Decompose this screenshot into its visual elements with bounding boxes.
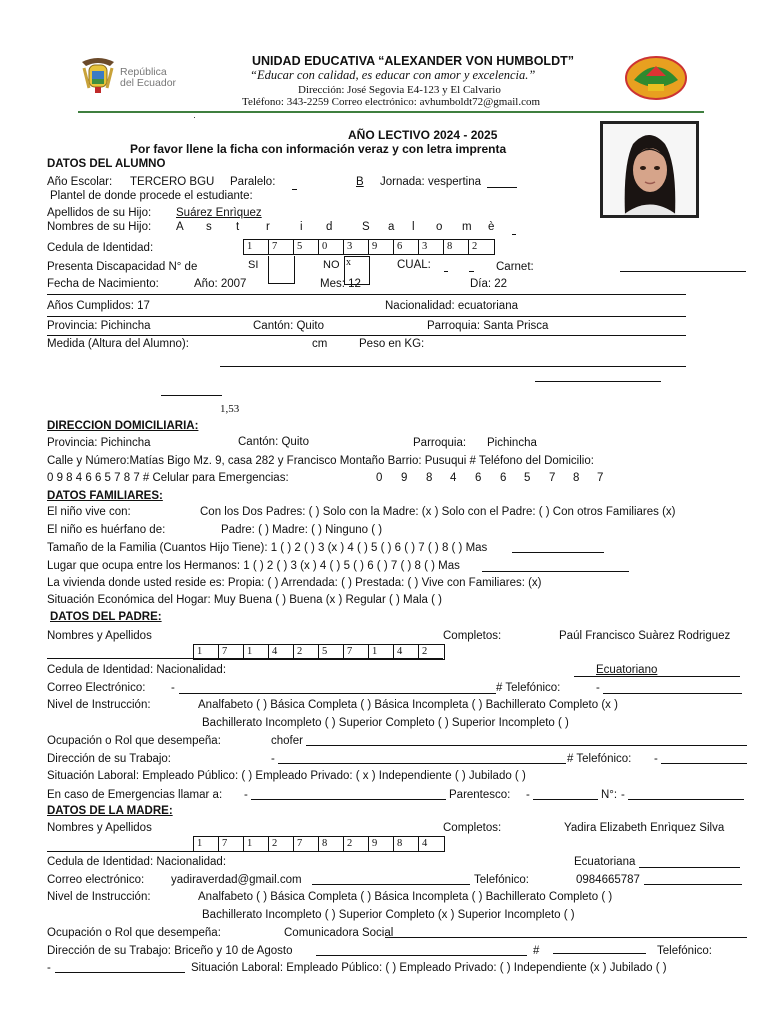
- mes-nacimiento: Mes: 12: [320, 278, 361, 290]
- padre-cedula-label: Cedula de Identidad: Nacionalidad:: [47, 664, 227, 676]
- nombre-letter: A: [176, 221, 184, 233]
- student-portrait-image: [603, 124, 696, 215]
- nombre-letter: o: [436, 221, 443, 233]
- carnet-label: Carnet:: [496, 261, 534, 273]
- school-name: UNIDAD EDUCATIVA “ALEXANDER VON HUMBOLDT”: [252, 54, 574, 68]
- padre-telefonico-label: # Telefónico:: [496, 682, 561, 694]
- school-address: Dirección: José Segovia E4-123 y El Calvario: [298, 84, 501, 96]
- nombre-letter: m: [462, 221, 472, 233]
- canton-domicilio: Cantón: Quito: [238, 436, 309, 448]
- madre-cedula-digit: 2: [269, 837, 294, 851]
- altura-value: 1,53: [220, 403, 240, 415]
- padre-numero-line[interactable]: [628, 799, 744, 800]
- padre-ocupacion-value: chofer: [271, 735, 303, 747]
- provincia-rule: [47, 335, 686, 336]
- madre-ocupacion-value: Comunicadora Social: [284, 927, 394, 939]
- cedula-digit: 0: [319, 240, 344, 254]
- celular-digit: 5: [524, 472, 531, 484]
- madre-trabajo-line[interactable]: [316, 955, 527, 956]
- cedula-digit: 8: [444, 240, 469, 254]
- padre-parentesco-line[interactable]: [533, 799, 598, 800]
- madre-ocupacion-label: Ocupación o Rol que desempeña:: [47, 927, 221, 939]
- madre-correo-label: Correo electrónico:: [47, 874, 145, 886]
- lugar-mas-line[interactable]: [482, 571, 629, 572]
- jornada-field: Jornada: vespertina: [380, 176, 482, 188]
- padre-cedula-digit: 4: [394, 645, 419, 659]
- padre-nombres-label: Nombres y Apellidos: [47, 630, 152, 642]
- padre-trabajo-telefonico: # Telefónico:: [567, 753, 632, 765]
- apellidos-label: Apellidos de su Hijo:: [47, 207, 152, 219]
- madre-cedula-digit: 1: [194, 837, 219, 851]
- celular-digit: 8: [573, 472, 580, 484]
- padre-nombre-value: Paúl Francisco Suàrez Rodriguez: [559, 630, 731, 642]
- cm-label: cm: [312, 338, 328, 350]
- madre-trabajo-telefonico: Telefónico:: [657, 945, 712, 957]
- cual-label: CUAL:: [397, 259, 431, 271]
- padre-cedula-boxes[interactable]: [193, 644, 445, 660]
- anios-cumplidos: Años Cumplidos: 17: [47, 300, 150, 312]
- padre-parentesco-dash: -: [526, 789, 530, 801]
- cedula-boxes[interactable]: [243, 239, 495, 255]
- padre-correo-label: Correo Electrónico:: [47, 682, 146, 694]
- fecha-rule: [47, 294, 686, 295]
- medida-label: Medida (Altura del Alumno):: [47, 338, 189, 350]
- school-logo-icon: [624, 54, 688, 100]
- madre-cedula-digit: 1: [244, 837, 269, 851]
- padre-telefono-line[interactable]: [603, 693, 742, 694]
- padre-cedula-digit: 7: [344, 645, 369, 659]
- padre-trabajo-line[interactable]: [278, 763, 566, 764]
- madre-telefono-value: 0984665787: [576, 874, 640, 886]
- padre-numero-dash: -: [621, 789, 625, 801]
- peso-line[interactable]: [535, 381, 661, 382]
- padre-cedula-digit: 1: [369, 645, 394, 659]
- padre-trabajo-dash: -: [271, 753, 275, 765]
- tamano-familia: Tamaño de la Familia (Cuantos Hijo Tiene): 1 ( ) 2 ( ) 3 (x ) 4 ( ) 5 ( ) 6 ( ) 7 ( ) 8 ( ) Mas: [47, 542, 488, 554]
- nombre-letter: d: [326, 221, 333, 233]
- discapacidad-si: SI: [248, 259, 259, 271]
- section-madre-heading: DATOS DE LA MADRE:: [47, 805, 173, 817]
- padre-trabajo-label: Dirección de su Trabajo:: [47, 753, 172, 765]
- republic-line2: del Ecuador: [120, 77, 177, 89]
- madre-cedula-digit: 7: [294, 837, 319, 851]
- madre-nivel-line2: Bachillerato Incompleto ( ) Superior Completo (x ) Superior Incompleto ( ): [202, 909, 575, 921]
- padre-correo-dash: -: [171, 682, 175, 694]
- madre-situacion-line[interactable]: [55, 972, 185, 973]
- provincia-alumno: Provincia: Pichincha: [47, 320, 151, 332]
- nacionalidad-rule: [47, 316, 686, 317]
- parroquia-domicilio-value: Pichincha: [487, 437, 537, 449]
- padre-emergencia-line[interactable]: [251, 799, 446, 800]
- cedula-digit: 6: [394, 240, 419, 254]
- padre-cedula-digit: 4: [269, 645, 294, 659]
- padre-cedula-digit: 2: [294, 645, 319, 659]
- paralelo-value: B: [356, 176, 364, 188]
- madre-trabajo-hash: #: [533, 945, 540, 957]
- header-rule: [78, 111, 704, 113]
- padre-nivel-label: Nivel de Instrucción:: [47, 699, 151, 711]
- celular-line: 0 9 8 4 6 6 5 7 8 7 # Celular para Emergencias:: [47, 472, 289, 484]
- cedula-digit: 3: [344, 240, 369, 254]
- dia-nacimiento: Día: 22: [470, 278, 508, 290]
- padre-situacion-laboral: Situación Laboral: Empleado Público: ( ) Empleado Privado: ( x ) Independiente ( ) Jubilado ( ): [47, 770, 526, 782]
- nombre-letter: S: [362, 221, 370, 233]
- discapacidad-no: NO: [323, 259, 340, 271]
- jornada-line[interactable]: [487, 187, 517, 188]
- madre-telefonico-label: Telefónico:: [474, 874, 529, 886]
- nacionalidad-alumno: Nacionalidad: ecuatoriana: [385, 300, 518, 312]
- padre-cedula-digit: 1: [194, 645, 219, 659]
- canton-alumno: Cantón: Quito: [253, 320, 324, 332]
- padre-parentesco-label: Parentesco:: [449, 789, 511, 801]
- celular-digit: 6: [475, 472, 482, 484]
- nombres-label: Nombres de su Hijo:: [47, 221, 152, 233]
- celular-digit: 9: [401, 472, 408, 484]
- madre-nacionalidad-value: Ecuatoriana: [574, 856, 636, 868]
- discapacidad-si-box[interactable]: [268, 256, 295, 284]
- madre-nivel-label: Nivel de Instrucción:: [47, 891, 151, 903]
- nombre-letter: t: [236, 221, 240, 233]
- padre-nivel-line1: Analfabeto ( ) Básica Completa ( ) Básica Incompleta ( ) Bachillerato Completo (x ): [198, 699, 618, 711]
- madre-cedula-digit: 7: [219, 837, 244, 851]
- medida-line[interactable]: [220, 366, 686, 367]
- padre-cedula-digit: 5: [319, 645, 344, 659]
- nombre-letter: è: [488, 221, 495, 233]
- padre-numero-label: N°:: [601, 789, 618, 801]
- section-familiares-heading: DATOS FAMILIARES:: [47, 490, 163, 502]
- section-padre-heading: DATOS DEL PADRE:: [50, 611, 162, 623]
- madre-cedula-boxes[interactable]: [193, 836, 445, 852]
- padre-correo-line[interactable]: [179, 693, 496, 694]
- carnet-line[interactable]: [620, 271, 746, 272]
- madre-nacionalidad-line[interactable]: [639, 867, 740, 868]
- madre-situacion-laboral: Situación Laboral: Empleado Público: ( ) Empleado Privado: ( ) Independiente (x ) Jubilado ( ): [191, 962, 667, 974]
- huerfano-options: Padre: ( ) Madre: ( ) Ninguno ( ): [221, 524, 383, 536]
- peso-label: Peso en KG:: [359, 338, 425, 350]
- parroquia-domicilio-label: Parroquia:: [413, 437, 467, 449]
- madre-trabajo-numero-line[interactable]: [553, 953, 646, 954]
- anio-nacimiento: Año: 2007: [194, 278, 247, 290]
- vive-con-label: El niño vive con:: [47, 506, 131, 518]
- vive-con-options: Con los Dos Padres: ( ) Solo con la Madre: (x ) Solo con el Padre: ( ) Con otros Familiares (x): [200, 506, 676, 518]
- nombre-letter: s: [206, 221, 212, 233]
- anio-escolar-value: TERCERO BGU: [130, 176, 215, 188]
- section-domicilio-heading: DIRECCION DOMICILIARIA:: [47, 420, 199, 432]
- padre-telefono-dash: -: [596, 682, 600, 694]
- madre-cedula-digit: 8: [319, 837, 344, 851]
- padre-emergencia-dash: -: [244, 789, 248, 801]
- school-year-title: AÑO LECTIVO 2024 - 2025: [348, 128, 498, 142]
- madre-cedula-digit: 8: [394, 837, 419, 851]
- plantel-label: Plantel de donde procede el estudiante:: [50, 190, 253, 202]
- section-alumno-heading: DATOS DEL ALUMNO: [47, 158, 166, 170]
- padre-trabajo-telefono-line[interactable]: [661, 763, 747, 764]
- anio-escolar-label: Año Escolar:: [47, 176, 113, 188]
- padre-ocupacion-line[interactable]: [306, 745, 747, 746]
- republic-line1: República: [120, 66, 167, 78]
- padre-completos-label: Completos:: [443, 630, 502, 642]
- padre-nacionalidad-line[interactable]: [574, 676, 740, 677]
- madre-correo-line[interactable]: [312, 884, 470, 885]
- madre-telefono-line[interactable]: [644, 884, 742, 885]
- cedula-digit: 5: [294, 240, 319, 254]
- provincia-domicilio: Provincia: Pichincha: [47, 437, 151, 449]
- madre-nombres-label: Nombres y Apellidos: [47, 822, 152, 834]
- cual-line-2[interactable]: [469, 271, 474, 272]
- padre-trabajo-telefono-dash: -: [654, 753, 658, 765]
- madre-cedula-digit: 2: [344, 837, 369, 851]
- celular-digit: 7: [549, 472, 556, 484]
- school-motto: “Educar con calidad, es educar con amor y excelencia.”: [250, 68, 536, 82]
- header-dot: ·: [193, 112, 196, 122]
- cual-line-1[interactable]: [444, 271, 448, 272]
- cedula-digit: 3: [419, 240, 444, 254]
- parroquia-alumno: Parroquia: Santa Prisca: [427, 320, 549, 332]
- cedula-label: Cedula de Identidad:: [47, 242, 154, 254]
- apellidos-value: Suárez Enrìquez: [176, 207, 262, 219]
- nombre-letter: l: [412, 221, 415, 233]
- paralelo-blank[interactable]: [292, 189, 297, 190]
- republic-name: [120, 67, 176, 89]
- cedula-digit: 2: [472, 241, 478, 252]
- tamano-mas-line[interactable]: [512, 552, 604, 553]
- padre-nacionalidad-value: Ecuatoriano: [596, 664, 658, 676]
- padre-cedula-digit: 2: [422, 646, 428, 657]
- celular-digit: 6: [500, 472, 507, 484]
- discapacidad-no-mark: x: [346, 257, 351, 268]
- cedula-digit: 7: [269, 240, 294, 254]
- form-instruction: Por favor llene la ficha con información veraz y con letra imprenta: [130, 142, 507, 156]
- nombre-letter: i: [300, 221, 303, 233]
- madre-nombre-value: Yadira Elizabeth Enrìquez Silva: [564, 822, 725, 834]
- school-contact: Teléfono: 343-2259 Correo electrónico: avhumboldt72@gmail.com: [242, 96, 541, 108]
- madre-cedula-digit: 9: [369, 837, 394, 851]
- situacion-economica: Situación Económica del Hogar: Muy Buena ( ) Buena (x ) Regular ( ) Mala ( ): [47, 594, 442, 606]
- cedula-digit: 9: [369, 240, 394, 254]
- nombre-letter: a: [388, 221, 395, 233]
- ecuador-coat-of-arms-icon: [78, 54, 118, 96]
- madre-correo-value: yadiraverdad@gmail.com: [171, 874, 302, 886]
- padre-cedula-digit: 1: [244, 645, 269, 659]
- celular-digit: 4: [450, 472, 457, 484]
- student-photo: [600, 121, 699, 218]
- celular-digit: 8: [426, 472, 433, 484]
- padre-emergencia-label: En caso de Emergencias llamar a:: [47, 789, 223, 801]
- celular-digit: 0: [376, 472, 383, 484]
- cedula-digit: 1: [244, 240, 269, 254]
- madre-situacion-dash: -: [47, 962, 51, 974]
- padre-ocupacion-label: Ocupación o Rol que desempeña:: [47, 735, 221, 747]
- paralelo-label: Paralelo:: [230, 176, 276, 188]
- padre-nivel-line2: Bachillerato Incompleto ( ) Superior Completo ( ) Superior Incompleto ( ): [202, 717, 569, 729]
- madre-cedula-digit: 4: [422, 838, 428, 849]
- madre-trabajo: Dirección de su Trabajo: Briceño y 10 de Agosto: [47, 945, 293, 957]
- fecha-nacimiento-label: Fecha de Nacimiento:: [47, 278, 159, 290]
- madre-ocupacion-line[interactable]: [385, 937, 747, 938]
- madre-completos-label: Completos:: [443, 822, 502, 834]
- celular-digit: 7: [597, 472, 604, 484]
- huerfano-label: El niño es huérfano de:: [47, 524, 166, 536]
- nombre-letter: r: [266, 221, 270, 233]
- madre-nivel-line1: Analfabeto ( ) Básica Completa ( ) Básica Incompleta ( ) Bachillerato Completo ( ): [198, 891, 613, 903]
- calle-domicilio: Calle y Número:Matías Bigo Mz. 9, casa 282 y Francisco Montaño Barrio: Pusuqui # Teléfono del Domicilio:: [47, 455, 594, 467]
- madre-cedula-label: Cedula de Identidad: Nacionalidad:: [47, 856, 227, 868]
- lugar-hermanos: Lugar que ocupa entre los Hermanos: 1 ( ) 2 ( ) 3 (x ) 4 ( ) 5 ( ) 6 ( ) 7 ( ) 8 ( ) Mas: [47, 560, 460, 572]
- vivienda: La vivienda donde usted reside es: Propia: ( ) Arrendada: ( ) Prestada: ( ) Vive con Familiares: (x): [47, 577, 542, 589]
- discapacidad-label: Presenta Discapacidad N° de: [47, 261, 198, 273]
- padre-cedula-digit: 7: [219, 645, 244, 659]
- altura-line[interactable]: [161, 395, 222, 396]
- nombres-underline[interactable]: [512, 234, 516, 235]
